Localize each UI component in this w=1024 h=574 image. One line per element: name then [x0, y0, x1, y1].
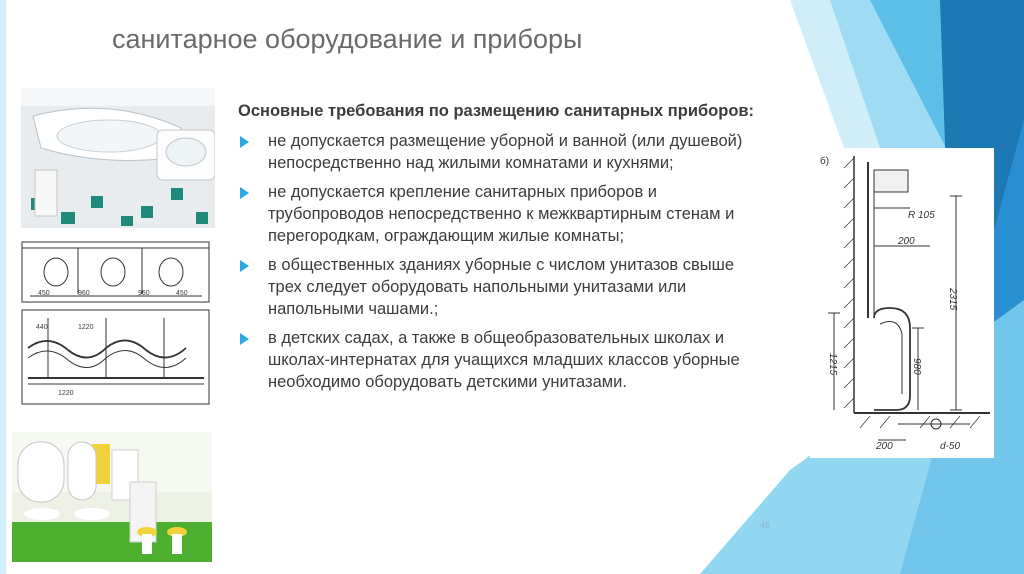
drawing-label: б): [820, 156, 830, 167]
content-block: [238, 100, 758, 400]
plan-dim-2: 960: [78, 290, 90, 297]
plan-label-1: 440: [36, 324, 48, 331]
dim-1215: 1215: [827, 353, 838, 376]
dim-200-bottom: 200: [876, 441, 893, 452]
arrow-icon: [240, 136, 249, 148]
arrow-icon: [240, 333, 249, 345]
list-item: [238, 130, 758, 174]
list-item: [238, 327, 758, 393]
list-item: [238, 181, 758, 247]
page-title: санитарное оборудование и приборы: [112, 24, 583, 54]
arrow-icon: [240, 187, 249, 199]
plan-dim-bottom: 1220: [58, 390, 74, 397]
plumbing-plan-drawing: [18, 238, 213, 408]
requirements-list: [238, 130, 758, 393]
bathroom-photo: [21, 88, 215, 228]
dim-2315: 2315: [947, 288, 958, 311]
kids-restroom-photo: [12, 432, 212, 562]
dim-200-top: 200: [898, 236, 915, 247]
plan-dim-3: 960: [138, 290, 150, 297]
dim-980: 980: [911, 358, 922, 375]
list-item-text: в детских садах, а также в общеобразовательных школах и школах-интернатах для учащихся младших классов уборные необходимо оборудовать детскими унитазами.: [268, 329, 740, 391]
list-item-text: не допускается размещение уборной и ванной (или душевой) непосредственно над жилыми комнатами и кухнями;: [268, 132, 743, 172]
list-item: [238, 254, 758, 320]
dim-radius: R 105: [908, 210, 935, 221]
dim-diameter: d-50: [940, 441, 961, 452]
plan-dim-1: 450: [38, 290, 50, 297]
list-item-text: не допускается крепление санитарных приборов и трубопроводов непосредственно к межквартирным стенам и перегородкам, ограждающим жилые комнаты;: [268, 183, 735, 245]
content-heading: Основные требования по размещению санитарных приборов:: [238, 102, 755, 120]
plan-label-2: 1220: [78, 324, 94, 331]
urinal-section-drawing: [810, 148, 994, 458]
page-number: 48: [760, 520, 771, 530]
arrow-icon: [240, 260, 249, 272]
list-item-text: в общественных зданиях уборные с числом унитазов свыше трех следует оборудовать напольными унитазами или напольными чашами.;: [268, 256, 735, 318]
plan-dim-4: 450: [176, 290, 188, 297]
